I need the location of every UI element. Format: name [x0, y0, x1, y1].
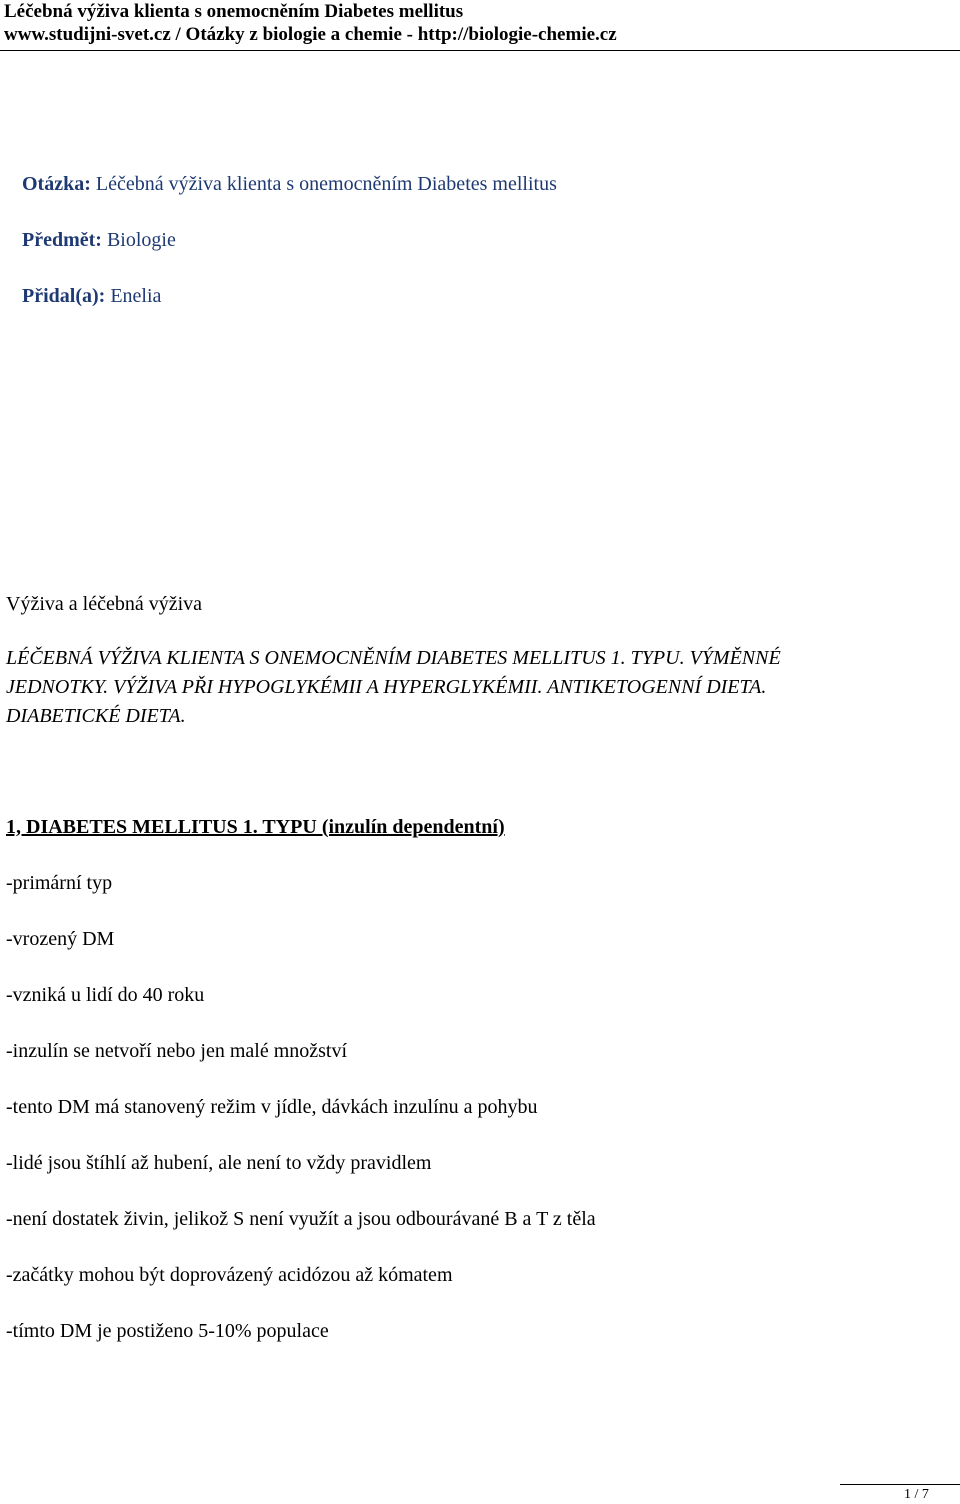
list-item: -začátky mohou být doprovázený acidózou až kómatem	[6, 1264, 453, 1286]
question-row	[22, 171, 557, 197]
footer-divider	[840, 1484, 960, 1485]
list-item: -lidé jsou štíhlí až hubení, ale není to vždy pravidlem	[6, 1152, 432, 1174]
question-value: Léčebná výživa klienta s onemocněním Diabetes mellitus	[95, 173, 557, 195]
author-value: Enelia	[110, 285, 162, 307]
intro-line: JEDNOTKY. VÝŽIVA PŘI HYPOGLYKÉMII A HYPERGLYKÉMII. ANTIKETOGENNÍ DIETA.	[6, 676, 767, 698]
list-item: -inzulín se netvoří nebo jen malé množství	[6, 1040, 348, 1062]
subject-value: Biologie	[106, 229, 176, 251]
header-divider	[0, 50, 960, 51]
document-title: Léčebná výživa klienta s onemocněním Diabetes mellitus	[4, 1, 464, 22]
list-item: -tento DM má stanovený režim v jídle, dávkách inzulínu a pohybu	[6, 1096, 538, 1118]
author-label: Přidal(a):	[22, 285, 106, 307]
list-item: -vzniká u lidí do 40 roku	[6, 984, 205, 1006]
author-row	[22, 283, 161, 309]
question-label: Otázka:	[22, 173, 91, 195]
section-title: Výživa a léčebná výživa	[6, 593, 203, 615]
intro-line: LÉČEBNÁ VÝŽIVA KLIENTA S ONEMOCNĚNÍM DIABETES MELLITUS 1. TYPU. VÝMĚNNÉ	[6, 647, 781, 669]
list-item: -není dostatek živin, jelikož S není využít a jsou odbourávané B a T z těla	[6, 1208, 596, 1230]
intro-line: DIABETICKÉ DIETA.	[6, 705, 186, 727]
section-heading: 1, DIABETES MELLITUS 1. TYPU (inzulín dependentní)	[6, 816, 505, 838]
document-source: www.studijni-svet.cz / Otázky z biologie a chemie - http://biologie-chemie.cz	[4, 24, 617, 45]
list-item: -primární typ	[6, 872, 113, 894]
list-item: -vrozený DM	[6, 928, 115, 950]
subject-row	[22, 227, 176, 253]
page-number: 1 / 7	[904, 1487, 929, 1502]
subject-label: Předmět:	[22, 229, 102, 251]
list-item: -tímto DM je postiženo 5-10% populace	[6, 1320, 329, 1342]
